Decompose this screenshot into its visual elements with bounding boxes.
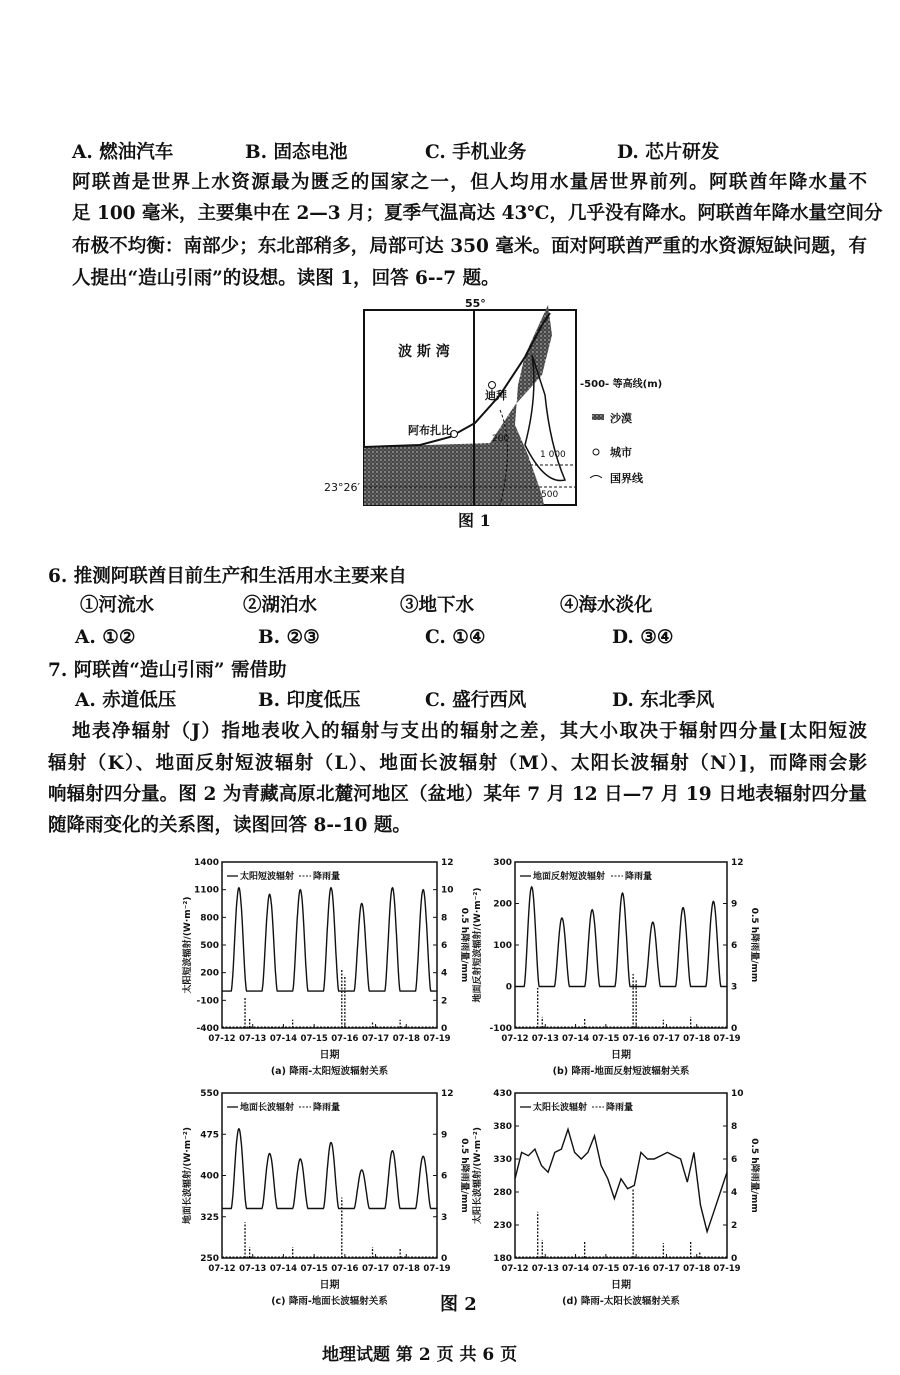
q7-option-b: B. 印度低压 xyxy=(258,690,361,711)
y2-tick-label: 4 xyxy=(731,1188,738,1198)
x-tick-label: 07-18 xyxy=(392,1264,420,1274)
passage2-line: 辐射（K）、地面反射短波辐射（L）、地面长波辐射（M）、太阳长波辐射（N）]，而降雨会影 xyxy=(48,753,867,774)
x-tick-label: 07-13 xyxy=(531,1034,559,1044)
q7-option-a: A. 赤道低压 xyxy=(75,690,177,711)
chart-title: (c) 降雨-地面长波辐射关系 xyxy=(271,1296,388,1307)
border-icon xyxy=(590,476,602,479)
y2-axis-label: 0.5 h降雨量/mm xyxy=(459,1138,469,1213)
plot-frame xyxy=(515,862,727,1028)
latitude-label: 23°26′ xyxy=(324,481,360,494)
y-tick-label: -100 xyxy=(196,996,219,1007)
y-tick-label: 325 xyxy=(200,1212,219,1223)
radiation-series-line xyxy=(222,1129,437,1209)
y2-tick-label: 0 xyxy=(441,1024,448,1034)
passage1-line: 足 100 毫米，主要集中在 2—3 月；夏季气温高达 43℃，几乎没有降水。阿联酋年降水量空间分 xyxy=(72,203,883,224)
x-axis-label: 日期 xyxy=(611,1050,631,1061)
city-icon xyxy=(593,449,599,455)
y-tick-label: 400 xyxy=(200,1171,219,1182)
y2-tick-label: 10 xyxy=(441,885,454,896)
chart-title: (b) 降雨-地面反射短波辐射关系 xyxy=(552,1066,690,1077)
plot-frame xyxy=(222,1093,437,1258)
x-tick-label: 07-12 xyxy=(208,1264,236,1274)
x-tick-label: 07-19 xyxy=(713,1034,741,1044)
y-tick-label: 0 xyxy=(505,982,512,993)
y-tick-label: -100 xyxy=(489,1024,512,1034)
q6-item: ③地下水 xyxy=(400,595,475,616)
y2-tick-label: 8 xyxy=(731,1122,738,1132)
x-tick-label: 07-19 xyxy=(713,1264,741,1274)
x-tick-label: 07-16 xyxy=(622,1034,650,1044)
y2-tick-label: 0 xyxy=(731,1024,738,1034)
x-tick-label: 07-12 xyxy=(208,1034,236,1044)
figure1-map xyxy=(300,295,680,530)
y2-tick-label: 12 xyxy=(441,1089,454,1099)
y2-tick-label: 9 xyxy=(441,1130,448,1141)
q6-option-c: C. ①④ xyxy=(425,627,486,648)
q6-item: ①河流水 xyxy=(80,595,155,616)
x-tick-label: 07-16 xyxy=(331,1034,359,1044)
chart-title: (a) 降雨-太阳短波辐射关系 xyxy=(270,1066,389,1077)
y-tick-label: 280 xyxy=(493,1188,512,1198)
y2-tick-label: 12 xyxy=(731,858,744,868)
x-tick-label: 07-18 xyxy=(392,1034,420,1044)
y-axis-label: 地面反射短波辐射/(W·m⁻²) xyxy=(473,887,483,1003)
q6-option-d: D. ③④ xyxy=(612,627,674,648)
x-tick-label: 07-13 xyxy=(239,1264,267,1274)
y-tick-label: 180 xyxy=(493,1254,512,1264)
y2-tick-label: 6 xyxy=(441,1171,448,1182)
radiation-series-line xyxy=(515,887,727,987)
x-tick-label: 07-14 xyxy=(269,1034,298,1044)
y2-axis-label: 0.5 h降雨量/mm xyxy=(749,907,759,983)
desert-icon xyxy=(592,414,604,420)
x-tick-label: 07-12 xyxy=(501,1264,529,1274)
legend-label: 太阳短波辐射 xyxy=(240,872,295,882)
figure2-caption: 图 2 xyxy=(440,1294,477,1315)
y2-tick-label: 3 xyxy=(731,982,738,993)
legend-desert: 沙漠 xyxy=(610,412,632,425)
x-tick-label: 07-14 xyxy=(561,1264,590,1274)
city-marker xyxy=(489,382,496,389)
contour-label: 200 xyxy=(492,434,510,444)
y2-tick-label: 6 xyxy=(441,941,448,951)
q5-option-d: D. 芯片研发 xyxy=(617,142,720,163)
y2-axis-label: 0.5 h降雨量/mm xyxy=(459,907,469,983)
chart-a xyxy=(180,850,470,1082)
y2-tick-label: 6 xyxy=(731,1155,738,1165)
passage2-line: 响辐射四分量。图 2 为青藏高原北麓河地区（盆地）某年 7 月 12 日—7 月 19 日地表辐射四分量 xyxy=(48,784,867,805)
y2-axis-label: 0.5 h降雨量/mm xyxy=(749,1138,759,1213)
y2-tick-label: 3 xyxy=(441,1212,448,1223)
y-tick-label: 330 xyxy=(493,1155,512,1165)
chart-b xyxy=(470,850,760,1082)
y-tick-label: 1400 xyxy=(193,858,219,868)
y-tick-label: 200 xyxy=(493,899,512,910)
y2-tick-label: 0 xyxy=(731,1254,738,1264)
y-axis-label: 太阳长波辐射/(W·m⁻²) xyxy=(473,1127,483,1224)
y-tick-label: 300 xyxy=(493,858,512,868)
x-tick-label: 07-16 xyxy=(331,1264,359,1274)
legend-label: 地面反射短波辐射 xyxy=(533,872,606,882)
y-tick-label: -400 xyxy=(196,1024,219,1034)
y-tick-label: 380 xyxy=(493,1122,512,1132)
passage2-line: 地表净辐射（J）指地表收入的辐射与支出的辐射之差，其大小取决于辐射四分量[太阳短波 xyxy=(72,721,867,742)
y2-tick-label: 12 xyxy=(441,858,454,868)
q6-item: ④海水淡化 xyxy=(560,595,653,616)
passage1-line: 阿联酋是世界上水资源最为匮乏的国家之一，但人均用水量居世界前列。阿联酋年降水量不 xyxy=(72,172,867,193)
x-tick-label: 07-15 xyxy=(300,1264,328,1274)
x-tick-label: 07-17 xyxy=(652,1264,681,1274)
page-footer: 地理试题 第 2 页 共 6 页 xyxy=(322,1345,518,1365)
y-axis-label: 太阳短波辐射/(W·m⁻²) xyxy=(183,896,193,994)
x-tick-label: 07-13 xyxy=(239,1034,267,1044)
q5-option-a: A. 燃油汽车 xyxy=(72,142,174,163)
plot-frame xyxy=(515,1093,727,1258)
q6-option-b: B. ②③ xyxy=(258,627,320,648)
x-tick-label: 07-14 xyxy=(269,1264,298,1274)
legend-contour: -500- 等高线(m) xyxy=(580,379,663,390)
q6-item: ②湖泊水 xyxy=(243,595,318,616)
y-tick-label: 200 xyxy=(200,968,219,979)
x-tick-label: 07-15 xyxy=(592,1264,620,1274)
sea-label: 波 斯 湾 xyxy=(398,344,450,360)
x-tick-label: 07-18 xyxy=(683,1034,711,1044)
plot-frame xyxy=(222,862,437,1028)
chart-d xyxy=(470,1080,760,1312)
chart-title: (d) 降雨-太阳长波辐射关系 xyxy=(562,1296,680,1307)
legend-label: 降雨量 xyxy=(313,872,341,882)
y-axis-label: 地面长波辐射/(W·m⁻²) xyxy=(183,1127,193,1224)
y2-tick-label: 9 xyxy=(731,899,738,910)
y2-tick-label: 6 xyxy=(731,941,738,951)
q6-stem: 6. 推测阿联酋目前生产和生活用水主要来自 xyxy=(48,566,407,587)
contour-label: 500 xyxy=(541,490,559,500)
y-tick-label: 430 xyxy=(493,1089,512,1099)
x-tick-label: 07-17 xyxy=(361,1264,390,1274)
q7-stem: 7. 阿联酋“造山引雨” 需借助 xyxy=(48,660,287,681)
y2-tick-label: 2 xyxy=(731,1221,738,1231)
longitude-label: 55° xyxy=(465,297,486,310)
legend-city: 城市 xyxy=(610,446,632,459)
q7-option-d: D. 东北季风 xyxy=(612,690,715,711)
y-tick-label: 550 xyxy=(200,1089,219,1099)
q5-option-c: C. 手机业务 xyxy=(425,142,527,163)
x-tick-label: 07-17 xyxy=(361,1034,390,1044)
y-tick-label: 800 xyxy=(200,913,219,924)
x-axis-label: 日期 xyxy=(611,1280,631,1291)
x-tick-label: 07-13 xyxy=(531,1264,559,1274)
y2-tick-label: 4 xyxy=(441,968,448,979)
x-tick-label: 07-14 xyxy=(561,1034,590,1044)
x-tick-label: 07-15 xyxy=(592,1034,620,1044)
y-tick-label: 100 xyxy=(493,941,512,951)
city-label: 迪拜 xyxy=(485,389,507,402)
x-tick-label: 07-19 xyxy=(423,1034,451,1044)
y-tick-label: 475 xyxy=(200,1130,219,1141)
x-tick-label: 07-15 xyxy=(300,1034,328,1044)
legend-label: 地面长波辐射 xyxy=(240,1103,295,1113)
chart-c xyxy=(180,1080,470,1312)
passage1-line: 布极不均衡：南部少；东北部稍多，局部可达 350 毫米。面对阿联酋严重的水资源短缺问题，有 xyxy=(72,236,867,257)
legend-label: 太阳长波辐射 xyxy=(533,1103,588,1113)
x-tick-label: 07-16 xyxy=(622,1264,650,1274)
y2-tick-label: 8 xyxy=(441,913,448,924)
q7-option-c: C. 盛行西风 xyxy=(425,690,527,711)
x-axis-label: 日期 xyxy=(319,1280,340,1291)
y-tick-label: 500 xyxy=(200,941,219,951)
legend-border: 国界线 xyxy=(610,472,643,485)
passage2-line: 随降雨变化的关系图，读图回答 8--10 题。 xyxy=(48,815,411,836)
legend-label: 降雨量 xyxy=(625,872,653,882)
radiation-series-line xyxy=(222,888,437,991)
radiation-series-line xyxy=(515,1129,727,1231)
y-tick-label: 230 xyxy=(493,1221,512,1231)
legend-label: 降雨量 xyxy=(313,1103,341,1113)
q6-option-a: A. ①② xyxy=(75,627,136,648)
contour-label: 1 000 xyxy=(540,450,566,460)
figure1-caption: 图 1 xyxy=(458,511,491,530)
legend-label: 降雨量 xyxy=(606,1103,634,1113)
y2-tick-label: 2 xyxy=(441,996,448,1007)
passage1-line: 人提出“造山引雨”的设想。读图 1，回答 6--7 题。 xyxy=(72,268,500,289)
y-tick-label: 1100 xyxy=(193,885,219,896)
x-axis-label: 日期 xyxy=(319,1050,340,1061)
x-tick-label: 07-18 xyxy=(683,1264,711,1274)
x-tick-label: 07-19 xyxy=(423,1264,451,1274)
y2-tick-label: 0 xyxy=(441,1254,448,1264)
q5-option-b: B. 固态电池 xyxy=(245,142,348,163)
city-label: 阿布扎比 xyxy=(408,424,452,437)
y2-tick-label: 10 xyxy=(731,1089,744,1099)
x-tick-label: 07-17 xyxy=(652,1034,681,1044)
x-tick-label: 07-12 xyxy=(501,1034,529,1044)
y-tick-label: 250 xyxy=(200,1254,219,1264)
